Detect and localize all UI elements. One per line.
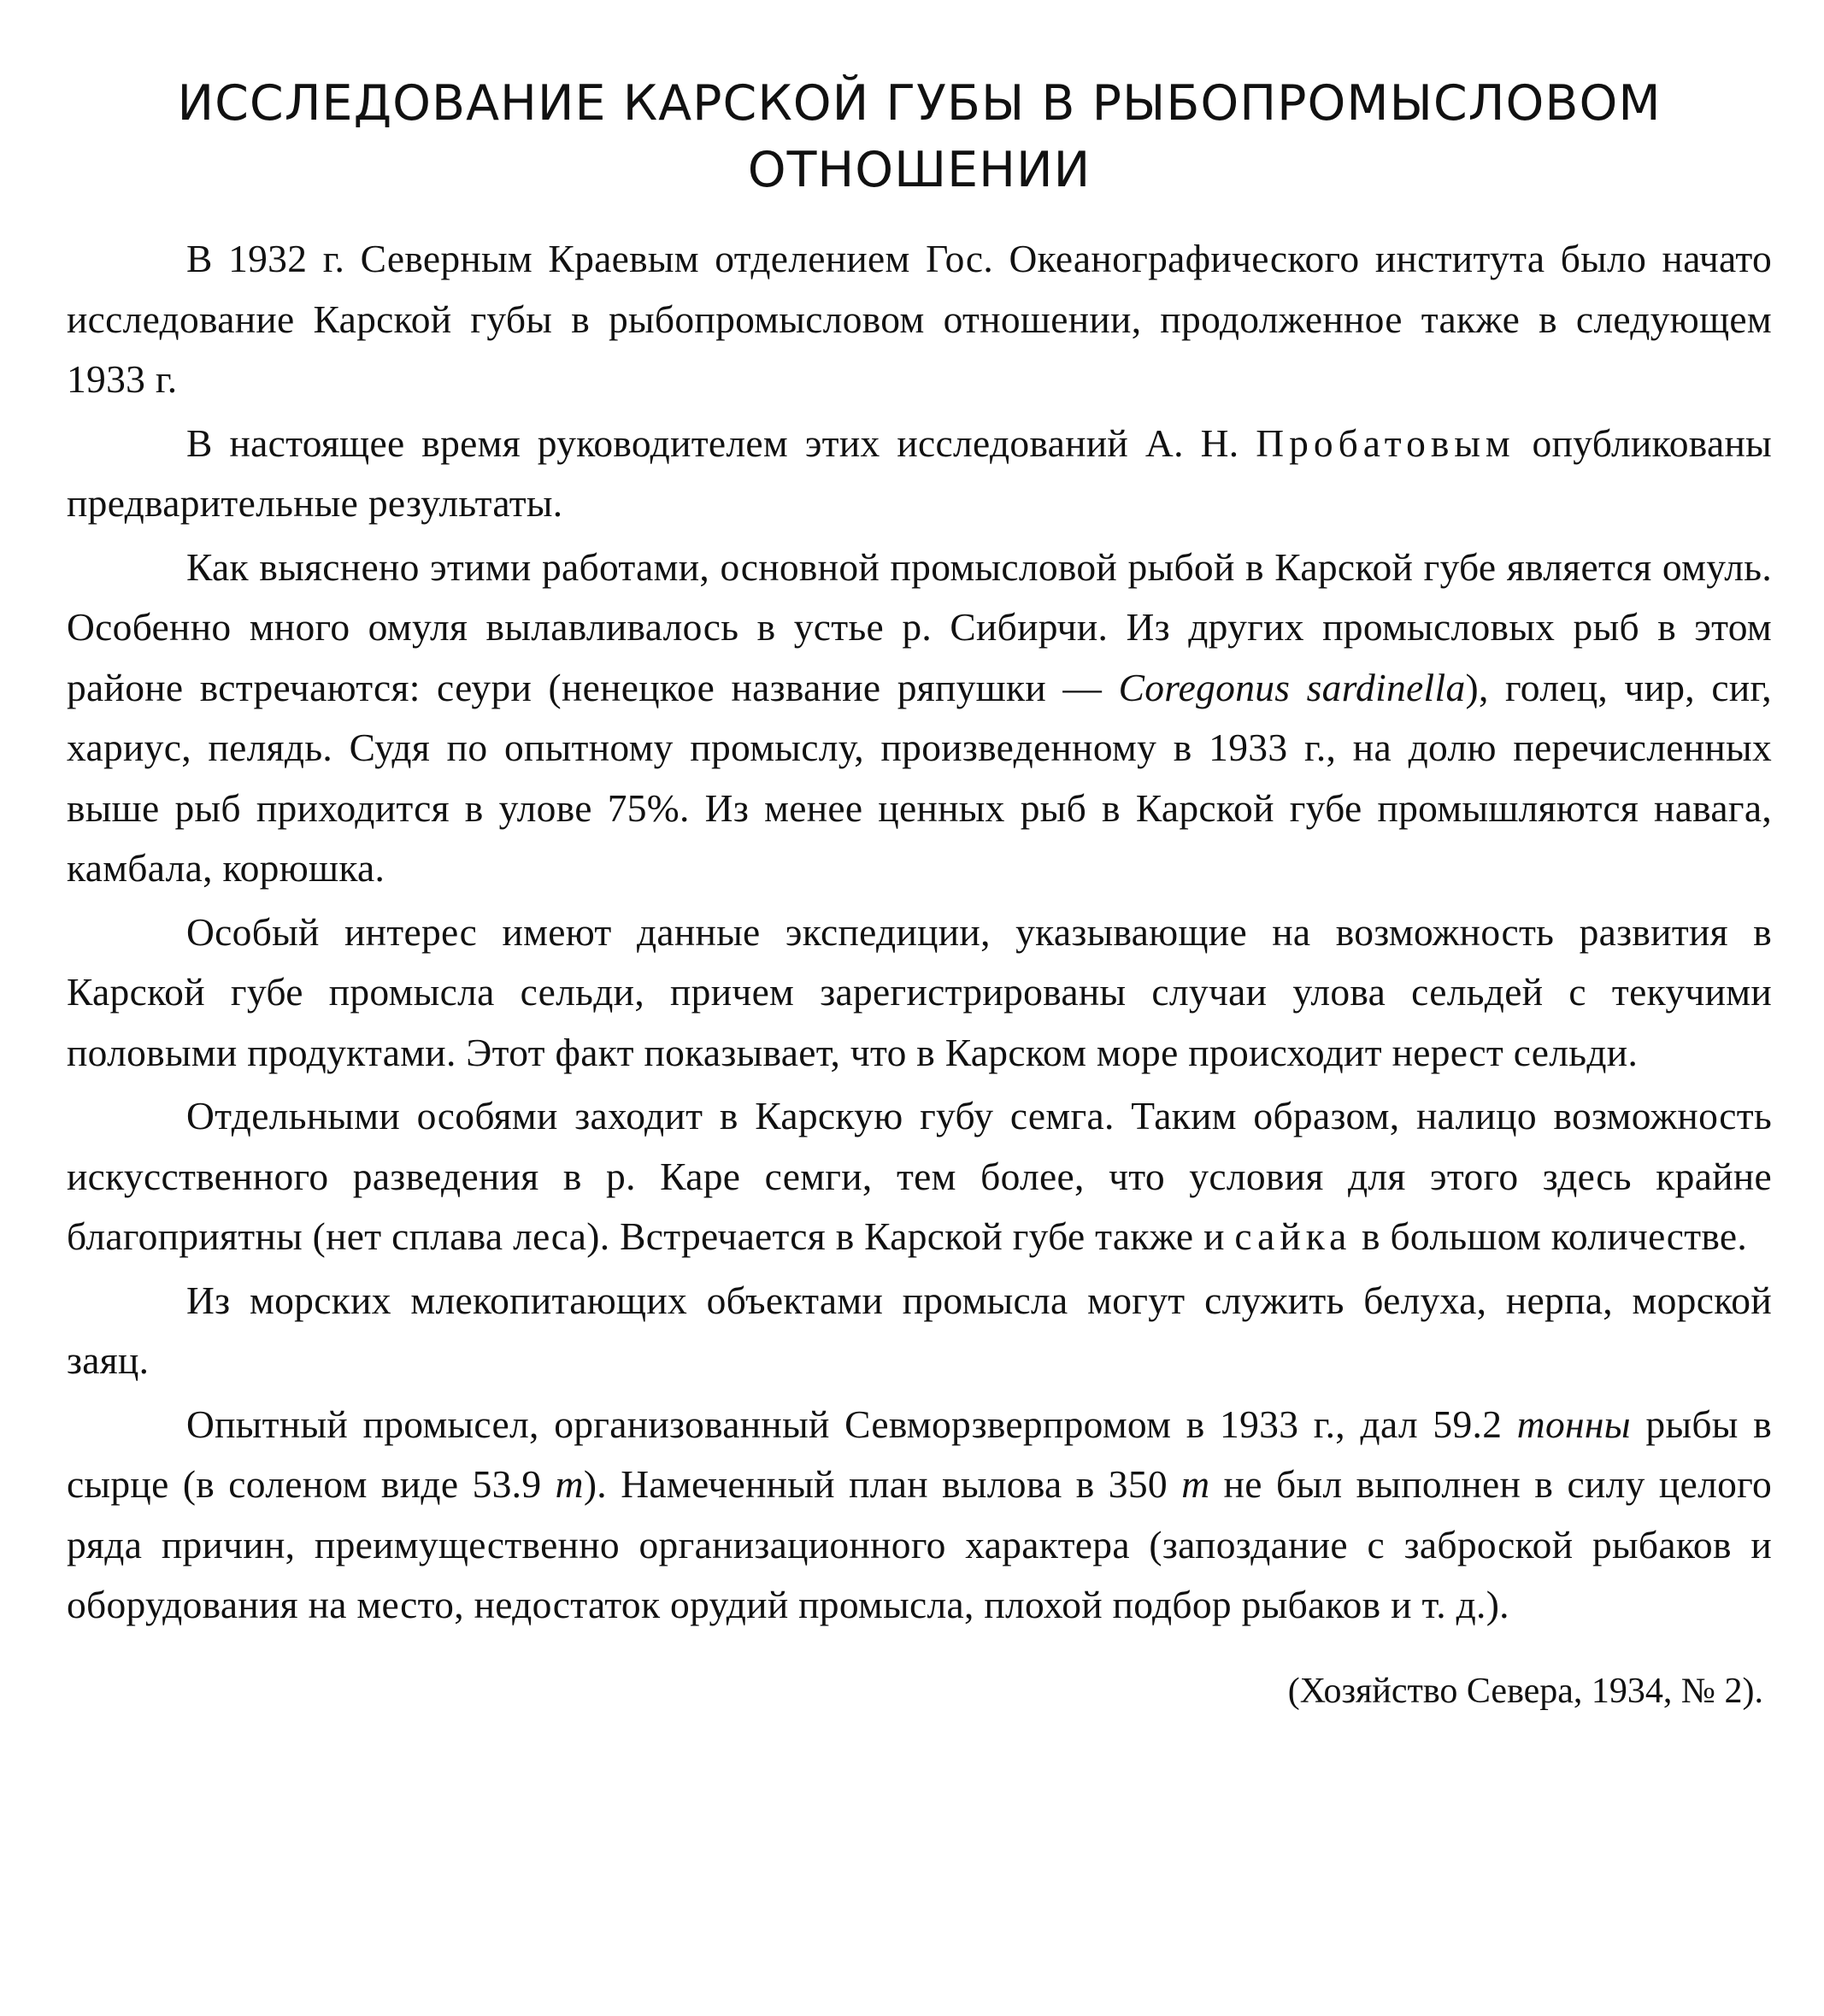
- paragraph-2-text-b: опубликованы предварительные результаты.: [67, 420, 1773, 525]
- paragraph-3-text-b: ), голец, чир, сиг, хариус, пелядь. Судя по опытному промыслу, произведенному в 1933 г., на долю перечисленных выше рыб приходится в улове 75%. Из менее ценных рыб в Карской губе промышляются навага, камбала, корюшка.: [67, 665, 1772, 890]
- paragraph-7: [67, 1395, 1772, 1636]
- paragraph-6: Из морских млекопитающих объектами промысла могут служить белуха, нерпа, морской заяц.: [67, 1278, 1772, 1382]
- source-citation: (Хозяйство Севера, 1934, № 2).: [1287, 1671, 1763, 1711]
- paragraph-7-text-d: не был выполнен в силу целого ряда причин, преимущественно организационного характера (запоздание с заброской рыбаков и оборудования на место, недостаток орудий промысла, плохой подбор рыбаков и т. д.).: [67, 1462, 1773, 1626]
- paragraph-2-text-a: В настоящее время руководителем этих исследований А. Н.: [186, 420, 1256, 465]
- unit-t-2: т: [1181, 1462, 1210, 1506]
- author-name: Пробатовым: [1256, 420, 1515, 465]
- paragraph-1: В 1932 г. Северным Краевым отделением Гос. Океанографического института было начато исследование Карской губы в рыбопромысловом отношении, продолженное также в следующем 1933 г.: [67, 237, 1772, 401]
- latin-species-name: Coregonus sardinella: [1118, 665, 1466, 709]
- emphasized-word-saika: сайка: [1234, 1214, 1352, 1258]
- unit-t-1: т: [555, 1462, 584, 1506]
- article-title: [67, 70, 1772, 203]
- paragraph-3-text-a: Как выяснено этими работами, основной промысловой рыбой в Карской губе является омуль. Особенно много омуля вылавливалось в устье р. Сибирчи. Из других промысловых рыб в этом районе встречаются: сеури (ненецкое название ряпушки —: [67, 544, 1772, 709]
- paragraph-5-text-a: Отдельными особями заходит в Карскую губу семга. Таким образом, налицо возможность искусственного разведения в р. Каре семги, тем более, что условия для этого здесь крайне благоприятны (нет сплава леса). Встречается в Карской губе также и: [67, 1094, 1772, 1258]
- paragraph-3: [67, 538, 1772, 899]
- paragraph-7-text-c: ). Намеченный план вылова в 350: [583, 1462, 1182, 1506]
- paragraph-7-text-a: Опытный промысел, организованный Севморзверпромом в 1933 г., дал 59.2: [186, 1402, 1517, 1446]
- paragraph-5-text-b: в большом количестве.: [1351, 1214, 1748, 1258]
- unit-tonny: тонны: [1516, 1402, 1631, 1446]
- title-line-1: ИССЛЕДОВАНИЕ КАРСКОЙ ГУБЫ В РЫБОПРОМЫСЛОВОМ: [177, 75, 1662, 132]
- paragraph-2: [67, 414, 1772, 534]
- paragraph-5: [67, 1086, 1772, 1267]
- document-page: [67, 70, 1772, 1721]
- paragraph-7-text-b: рыбы в сырце (в соленом виде 53.9: [67, 1402, 1772, 1506]
- paragraph-4: Особый интерес имеют данные экспедиции, указывающие на возможность развития в Карской губе промысла сельди, причем зарегистрированы случаи улова сельдей с текучими половыми продуктами. Этот факт показывает, что в Карском море происходит нерест сельди.: [67, 909, 1772, 1074]
- title-line-2: ОТНОШЕНИИ: [747, 142, 1091, 198]
